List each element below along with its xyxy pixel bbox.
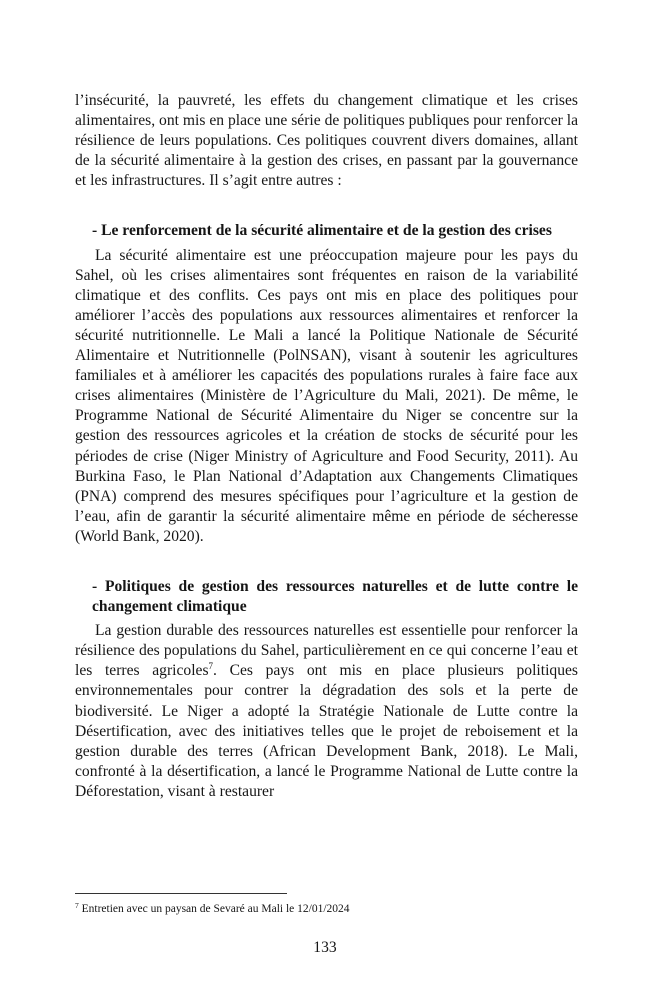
section-heading-food-security: - Le renforcement de la sécurité alimentaire et de la gestion des crises (92, 222, 552, 240)
footnote-number: 7 (75, 901, 79, 910)
intro-paragraph: l’insécurité, la pauvreté, les effets du changement climatique et les crises alimentaires, ont mis en place une série de politiques publiques pour renforcer la résilience de leurs populations. Ces politiques couvrent divers domaines, allant de la sécurité alimentaire à la gestion des crises, en passant par la gouvernance et les infrastructures. Il s’agit entre autres : (75, 92, 578, 190)
paragraph-text-part2: . Ces pays ont mis en place plusieurs politiques environnementales pour contrer la dégradation des sols et la perte de biodiversité. Le Niger a adopté la Stratégie Nationale de Lutte contre la Désertification, avec des initiatives telles que le projet de reboisement et la gestion durable des terres (African Development Bank, 2018). Le Mali, confronté à la désertification, a lancé le Programme National de Lutte contre la Déforestation, visant à restaurer (75, 662, 578, 800)
page-body (75, 91, 578, 802)
food-security-paragraph: La sécurité alimentaire est une préoccupation majeure pour les pays du Sahel, où les crises alimentaires sont fréquentes en raison de la variabilité climatique et des conflits. Ces pays ont mis en place des politiques pour améliorer l’accès des populations aux ressources alimentaires et renforcer la sécurité nutritionnelle. Le Mali a lancé la Politique Nationale de Sécurité Alimentaire et Nutritionnelle (PolNSAN), visant à soutenir les agricultures familiales et à améliorer les capacités des populations rurales à faire face aux crises alimentaires (Ministère de l’Agriculture du Mali, 2021). De même, le Programme National de Sécurité Alimentaire du Niger se concentre sur la gestion des ressources agricoles et la création de stocks de sécurité pour les périodes de crise (Niger Ministry of Agriculture and Food Security, 2011). Au Burkina Faso, le Plan National d’Adaptation aux Changements Climatiques (PNA) comprend des mesures spécifiques pour l’agriculture et la gestion de l’eau, afin de garantir la sécurité alimentaire même en période de sécheresse (World Bank, 2020). (75, 246, 578, 545)
paragraph-text-part1: La gestion durable des ressources naturelles est essentielle pour renforcer la résilience des populations du Sahel, particulièrement en ce qui concerne l’eau et les terres agricoles (75, 622, 578, 680)
footnote-reference[interactable]: 7 (208, 661, 214, 672)
natural-resources-paragraph (75, 621, 578, 802)
footnote (75, 902, 578, 916)
page-number: 133 (313, 939, 337, 956)
footnote-text: Entretien avec un paysan de Sevaré au Mali le 12/01/2024 (78, 903, 350, 915)
footnote-divider (75, 893, 287, 894)
section-heading-natural-resources: - Politiques de gestion des ressources naturelles et de lutte contre le changement climatique (92, 577, 578, 616)
